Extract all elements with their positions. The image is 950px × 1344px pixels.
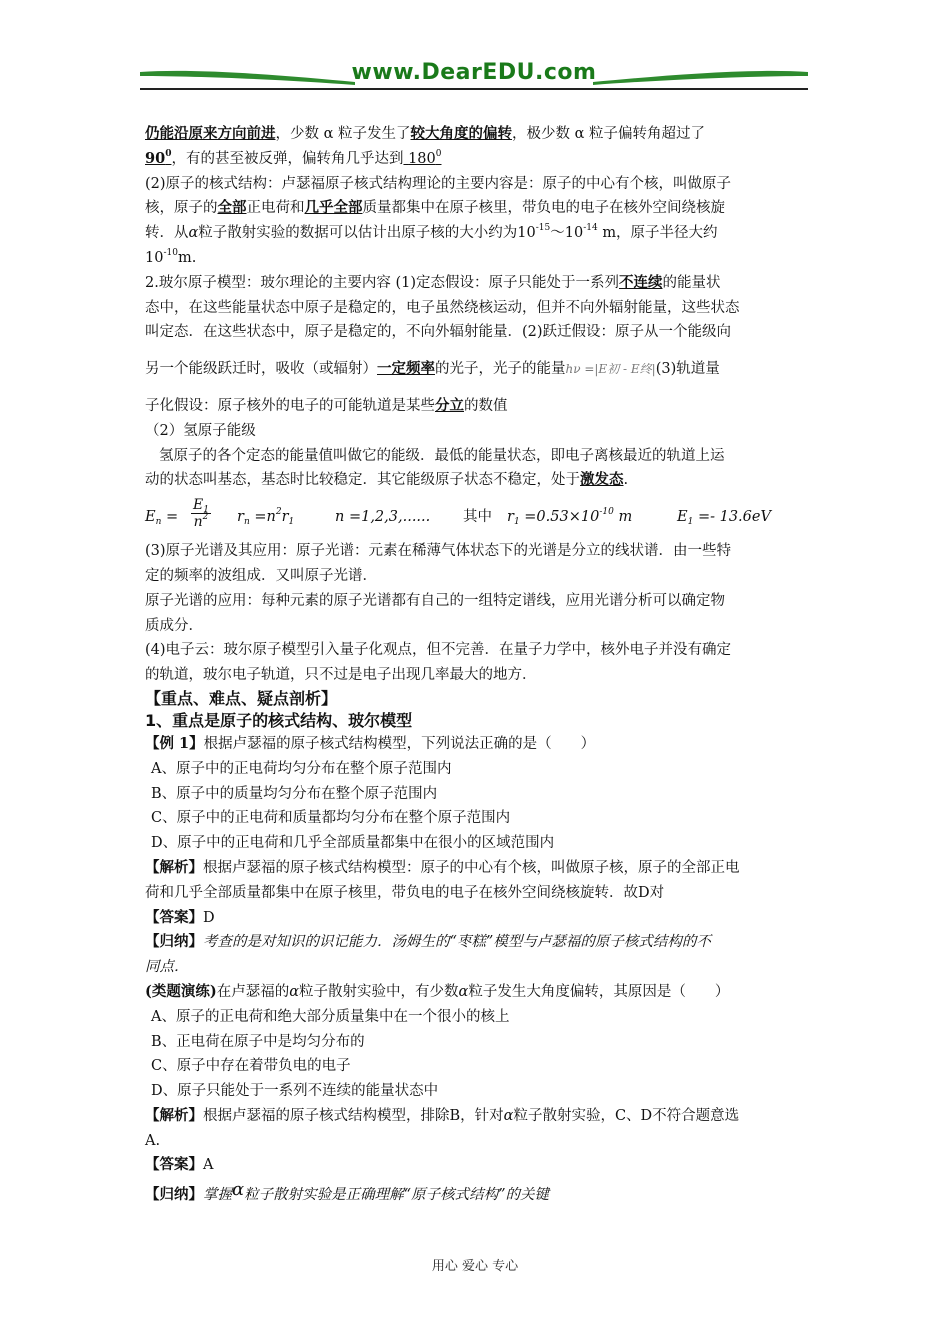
text: A [203,1157,214,1174]
emph-text: 激发态 [580,471,624,489]
line-16: 定的频率的波组成．又叫原子光谱． [145,567,377,584]
text: 粒子散射实验是正确理解“原子核式结构”的关键 [244,1187,549,1204]
tag: 【答案】 [145,908,203,926]
text: 转．从 [145,225,189,242]
example-1-question [145,732,815,757]
line-12: （2）氢原子能级 [145,422,256,439]
section-heading: 【重点、难点、疑点剖析】 [145,688,338,708]
option-d: D、原子中的正电荷和几乎全部质量都集中在很小的区域范围内 [151,835,555,852]
text: 质量都集中在原子核里，带负电的电子在核外空间绕核旋 [362,200,725,217]
alpha-symbol: α [503,1107,514,1124]
line-3: (2)原子的核式结构：卢瑟福原子核式结构理论的主要内容是：原子的中心有个核，叫做原子 [145,175,732,192]
line-2 [145,147,815,172]
page-footer: 用心 爱心 专心 [431,1259,519,1274]
sub: 1 [687,517,694,528]
text: 正电荷和 [246,200,305,217]
sym: E [677,509,688,526]
sup: 0 [435,148,442,159]
line-4 [145,196,815,221]
sup: -14 [583,223,598,234]
sup: -15 [535,223,551,234]
text: 根据卢瑟福的原子核式结构模型，排除B，针对 [203,1107,504,1124]
analysis-2-cont: A. [145,1132,161,1149]
text: 根据卢瑟福的原子核式结构模型，下列说法正确的是（ ） [203,735,596,752]
formula-n: n =1,2,3,...... [335,509,431,526]
value: 10 [517,225,536,242]
sym: E [193,497,204,514]
sym: r [237,509,244,526]
sym: m [618,509,633,526]
sup: 2 [275,507,282,518]
tag: (类题演练) [145,982,217,1000]
subsection-heading: 1、重点是原子的核式结构、玻尔模型 [145,710,413,730]
line-11 [145,394,815,419]
text: 粒子散射实验的数据可以估计出原子核的大小约为 [198,225,518,242]
text: 根据卢瑟福的原子核式结构模型：原子的中心有个核，叫做原子核，原子的全部正电 [203,859,740,876]
emph-text: 不连续 [618,273,663,291]
emph-text: 仍能沿原来方向前进 [145,125,276,142]
line-19: (4)电子云：玻尔原子模型引入量子化观点，但不完善．在量子力学中，核外电子并没有确定 [145,642,732,659]
option-c: C、原子中存在着带负电的电子 [151,1058,351,1075]
text: 的数值 [464,397,508,414]
document-body [145,122,815,1208]
line-15: (3)原子光谱及其应用：原子光谱：元素在稀薄气体状态下的光谱是分立的线状谱．由一些特 [145,543,732,560]
option-c: C、原子中的正电荷和质量都均匀分布在整个原子范围内 [151,810,511,827]
analysis-2 [145,1104,815,1129]
line-17: 原子光谱的应用：每种元素的原子光谱都有自己的一组特定谱线，应用光谱分析可以确定物 [145,592,725,609]
option-a: A、原子的正电荷和绝大部分质量集中在一个很小的核上 [151,1008,510,1025]
text: 2.玻尔原子模型：玻尔理论的主要内容 (1)定态假设：原子只能处于一系列 [145,274,619,291]
text: 的能量状 [662,274,721,291]
formula-en [145,505,178,530]
tag: 【解析】 [145,1106,203,1124]
photon-energy-formula: hν =|E初 - E终| [565,362,656,377]
sym: r [507,509,514,526]
emph-text: 分立 [435,396,464,414]
text: ，少数 α 粒子发生了 [275,126,411,142]
text: 粒子散射实验中，有少数 [299,983,459,1000]
alpha-symbol: α [289,983,300,1000]
text: 的光子，光子的能量 [435,361,566,378]
sym: n [193,514,203,531]
value: 180 [408,150,436,167]
text: ～ [550,225,565,242]
line-7 [145,271,815,296]
energy-level-formulas [145,493,815,539]
sub: n [243,517,250,528]
text: 其中 [463,509,492,526]
value: 10 [564,225,584,242]
text: m，原子半径大约 [602,225,718,242]
text: 粒子发生大角度偏转，其原因是（ ） [468,983,730,1000]
value: 10 [145,249,164,266]
formula-e1 [677,505,771,530]
sym: E [145,509,156,526]
alpha-symbol: α [232,1179,245,1201]
tag: 【例 1】 [145,734,204,752]
answer-1 [145,906,815,931]
text: ，有的甚至被反弹，偏转角几乎达到 [171,150,404,167]
line-1 [145,122,815,147]
tag: 【归纳】 [145,933,203,951]
sup: 0 [165,148,172,159]
emph-text [145,150,171,167]
emph-text: 全部 [217,199,247,217]
text: ，极少数 α 粒子偏转角超过了 [512,126,706,142]
tag: 【归纳】 [145,1186,203,1204]
option-b: B、正电荷在原子中是均匀分布的 [151,1033,365,1050]
line-18: 质成分． [145,617,203,634]
sup: -10 [163,247,178,258]
summary-1 [145,930,815,955]
line-6 [145,246,815,271]
line-5 [145,221,815,246]
sup: 2 [202,512,209,523]
line-20: 的轨道，玻尔电子轨道，只不过是电子出现几率最大的地方． [145,667,537,684]
answer-2 [145,1153,815,1178]
text: D [203,909,215,926]
denominator [191,514,211,530]
emph-text: 一定频率 [377,360,435,378]
alpha-symbol: α [458,983,469,1000]
text: m. [177,249,197,266]
site-logo: www.DearEDU.com [351,60,597,85]
header-rule [140,88,808,90]
page-header [140,58,808,98]
sym: =- 13.6eV [697,509,771,526]
summary-1-cont: 同点． [145,959,189,976]
sub: 1 [203,505,209,516]
alpha-symbol: α [188,225,199,242]
underlined [403,148,442,167]
sym: = [166,509,179,526]
formula-r1 [507,505,632,530]
option-d: D、原子只能处于一系列不连续的能量状态中 [151,1083,439,1100]
sym: =0.53×10 [524,509,600,526]
text: (3)轨道量 [655,361,720,378]
text: 掌握 [203,1187,232,1204]
text: 另一个能级跃迁时，吸收（或辐射） [145,361,377,378]
option-b: B、原子中的质量均匀分布在整个原子范围内 [151,785,438,802]
tag: 【解析】 [145,858,203,876]
emph-text: 较大角度的偏转 [410,125,513,142]
sup: -10 [599,507,614,518]
sym: =n [254,509,276,526]
sym: r [281,509,289,526]
text: 子化假设：原子核外的电子的可能轨道是某些 [145,397,435,414]
line-14 [145,468,815,493]
value: 90 [145,149,166,167]
text: 动的状态叫基态，基态时比较稳定．其它能级原子状态不稳定，处于 [145,472,580,489]
analysis-1-cont: 荷和几乎全部质量都集中在原子核里，带负电的电子在核外空间绕核旋转．故D对 [145,884,665,901]
text: 核，原子的 [145,200,218,217]
line-9: 叫定态．在这些状态中，原子是稳定的，不向外辐射能量．(2)跃迁假设：原子从一个能级向 [145,324,732,341]
fraction [191,497,211,530]
text: 粒子散射实验，C、D不符合题意选 [513,1107,740,1124]
option-a: A、原子中的正电荷均匀分布在整个原子范围内 [151,760,452,777]
text: 考查的是对知识的识记能力．汤姆生的“枣糕”模型与卢瑟福的原子核式结构的不 [203,934,711,951]
text: . [623,472,629,489]
line-10 [145,357,815,382]
summary-2 [145,1178,815,1208]
sub: 1 [288,517,295,528]
practice-question [145,980,815,1005]
formula-rn [237,505,294,530]
text: 在卢瑟福的 [216,983,290,1000]
analysis-1 [145,856,815,881]
line-8: 态中，在这些能量状态中原子是稳定的，电子虽然绕核运动，但并不向外辐射能量，这些状态 [145,299,740,316]
line-13: 氢原子的各个定态的能量值叫做它的能级．最低的能量状态，即电子离核最近的轨道上运 [159,447,725,464]
sub: 1 [513,517,520,528]
tag: 【答案】 [145,1156,203,1174]
emph-text: 几乎全部 [304,199,363,217]
sub: n [155,517,162,528]
